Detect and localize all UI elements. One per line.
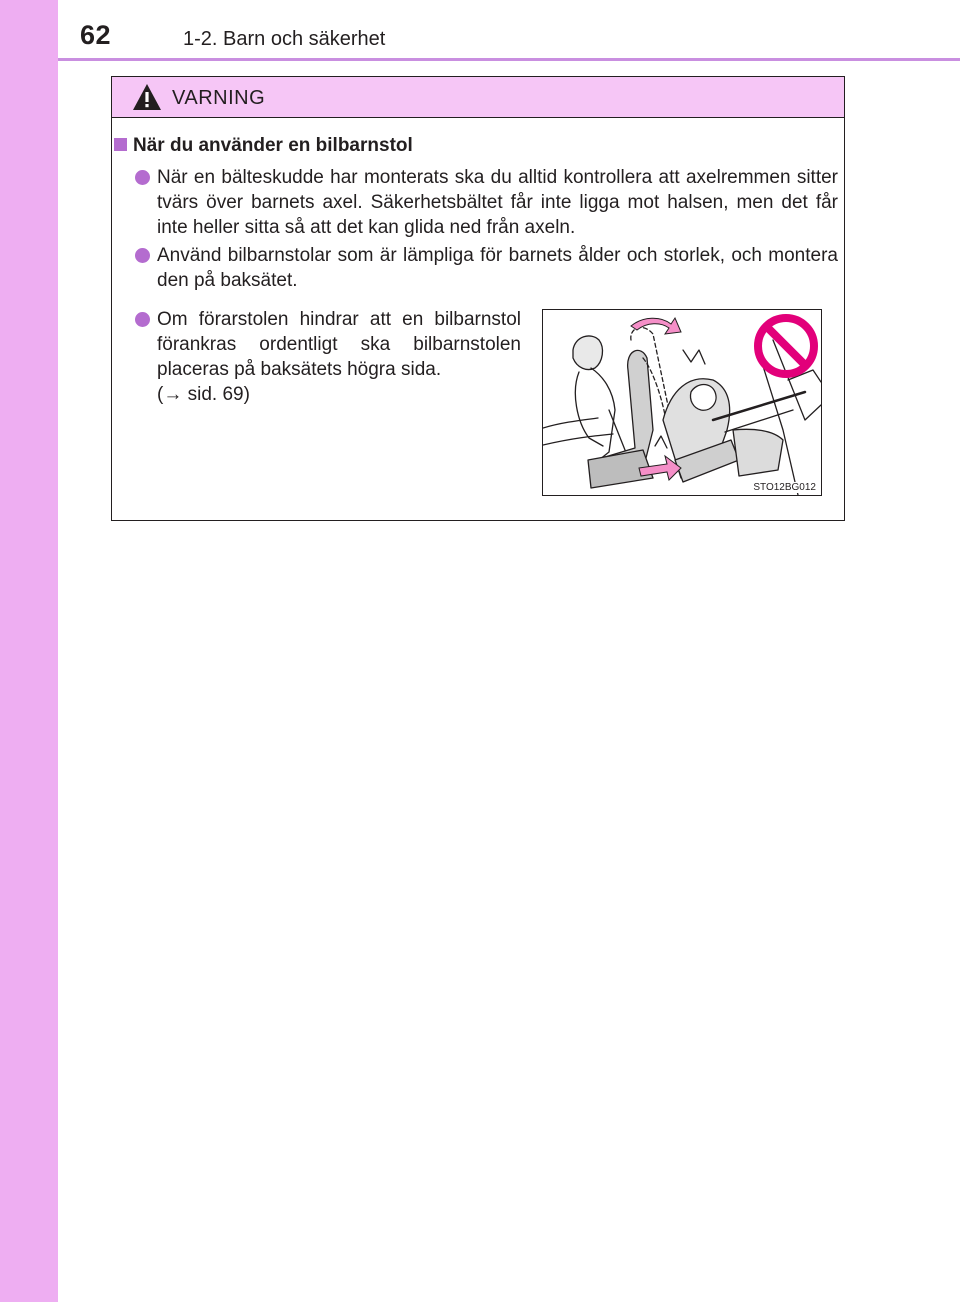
bullet-text: När en bälteskudde har monterats ska du alltid kontrollera att axelremmen sitter tvärs över barnets axel. Säkerhetsbältet får inte ligga mot halsen, men det får inte heller sitta så att det kan glida ned från axeln.: [157, 167, 838, 238]
warning-title: VARNING: [172, 87, 266, 109]
side-color-band: [0, 0, 58, 1302]
page-number: 62: [80, 20, 112, 50]
bullet-item: [157, 165, 838, 240]
warning-header: [112, 77, 844, 118]
warning-triangle-icon: [132, 83, 162, 111]
round-bullet-icon: [135, 248, 150, 263]
page-reference[interactable]: (→ sid. 69): [157, 384, 250, 405]
header-rule: [58, 58, 960, 61]
section-title: 1-2. Barn och säkerhet: [183, 28, 386, 50]
car-seat-illustration: [542, 309, 822, 496]
illustration-drawing: [543, 310, 822, 496]
round-bullet-icon: [135, 170, 150, 185]
bullet-item: [157, 243, 838, 293]
round-bullet-icon: [135, 312, 150, 327]
subheading-text: När du använder en bilbarnstol: [133, 135, 413, 156]
pink-arrow-icon: [631, 318, 681, 334]
figure-code: STO12BG012: [753, 482, 816, 493]
prohibition-icon: [758, 318, 814, 374]
bullet-text: Om förarstolen hindrar att en bilbarnstol förankras ordentligt ska bilbarnstolen placeras på baksätets högra sida.: [157, 309, 521, 380]
arrow-right-icon: →: [163, 384, 183, 405]
bullet-text: Använd bilbarnstolar som är lämpliga för barnets ålder och storlek, och montera den på baksätet.: [157, 245, 838, 291]
warning-subheading: [114, 135, 413, 157]
bullet-item: [157, 307, 521, 407]
warning-box: [111, 76, 845, 521]
square-bullet-icon: [114, 138, 127, 151]
